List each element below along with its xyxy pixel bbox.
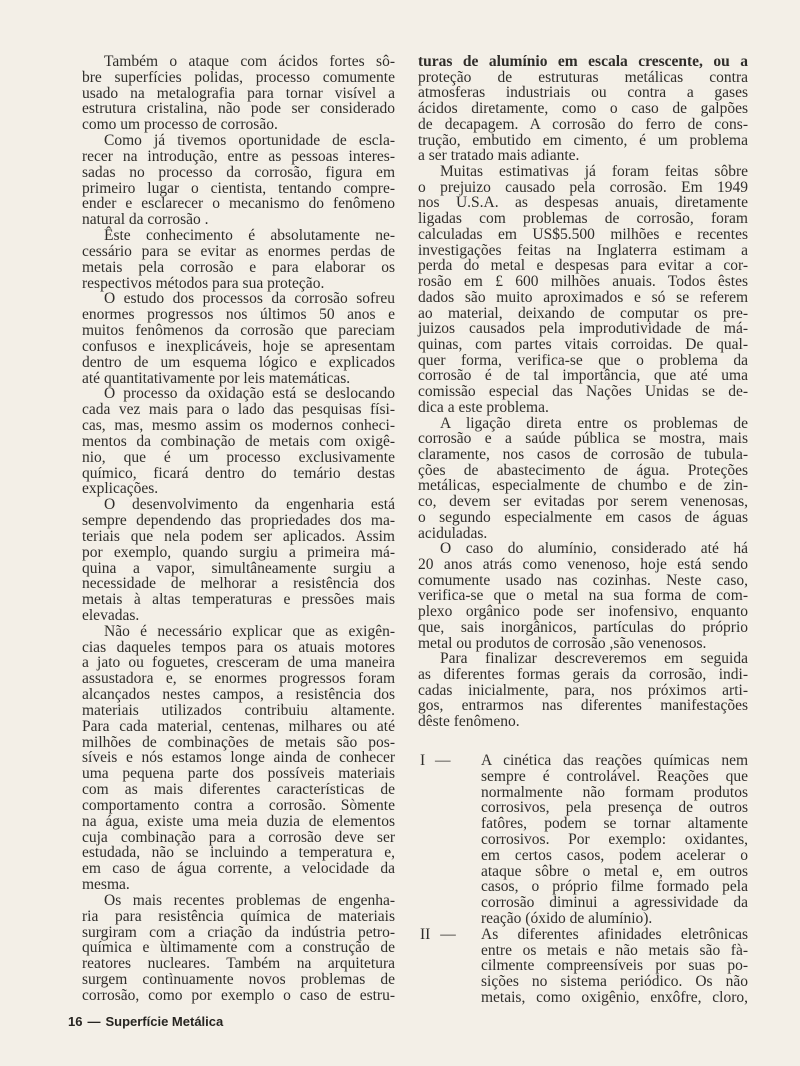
text-line: entre os metais e não metais são fà- [481, 941, 748, 959]
text-line: o segundo especialmente em casos de águas [418, 508, 748, 526]
text-line: ligadas com problemas de corrosão, foram [418, 210, 748, 228]
text-line: cada vez mais para o lado das pesquisas físi- [82, 401, 395, 419]
text-line: com as mais diferentes características de [82, 781, 395, 799]
text-line: síveis e nós estamos longe ainda de conhecer [82, 749, 395, 767]
list-item [418, 753, 748, 927]
text-line: metálicas, especialmente de chumbo e de zin- [418, 477, 748, 495]
text-line: por exemplo, quando surgiu a primeira má- [82, 543, 395, 561]
text-line: As diferentes afinidades eletrônicas [481, 925, 748, 943]
text-line: confusos e inexplicáveis, hoje se apresentam [82, 337, 395, 355]
text-line: mentos da combinação de metais com oxigê- [82, 432, 395, 450]
text-line: materiais utilizados contribuiu altamente. [82, 701, 395, 719]
text-line: metais à altas temperaturas e pressões mais [82, 591, 395, 609]
text-line: co, devem ser evitadas por serem venenosas, [418, 493, 748, 511]
list-numeral: I — [420, 752, 451, 769]
text-line: respectivos métodos para sua proteção. [82, 274, 325, 292]
text-line: 20 anos atrás como venenoso, hoje está sendo [418, 556, 748, 573]
text-line: primeiro lugar o cientista, tentando compre- [82, 179, 395, 197]
text-line: corrosivos, pela presença de outros [481, 799, 748, 817]
text-line: dica a este problema. [418, 398, 549, 416]
text-line: Os mais recentes problemas de engenha- [104, 891, 395, 909]
paragraph [82, 228, 395, 291]
text-line: Também o ataque com ácidos fortes sô- [104, 53, 395, 70]
text-line: verifica-se que o metal na sua forma de com- [418, 587, 748, 605]
text-line: nos U.S.A. as despesas anuais, diretamente [418, 194, 748, 212]
text-line: em caso de água corrente, a velocidade da [82, 860, 395, 878]
list-item-text [481, 753, 748, 927]
text-line: ria para resistência química de materiais [82, 907, 395, 925]
text-line: A cinética das reações químicas nem [481, 752, 748, 769]
text-line: teriais que nela podem ser aplicados. Assim [82, 527, 395, 545]
text-line: metais, como oxigênio, enxôfre, cloro, [481, 988, 748, 1006]
text-line: O caso do alumínio, considerado até há [440, 540, 748, 558]
text-line: quinas, com partes vitais corroidas. De qual- [418, 335, 748, 353]
text-line: mesma. [82, 876, 130, 894]
text-line: ataque sôbre o metal e, em outros [481, 862, 748, 880]
text-line: de decapagem. A corrosão do ferro de cons- [418, 115, 748, 133]
text-line: casos, o próprio filme formado pela [481, 878, 748, 896]
text-line: química e ùltimamente com a construção de [82, 939, 395, 957]
text-line: cas, mas, mesmo assim os modernos conheci- [82, 417, 395, 435]
text-line: comissão especial das Nações Unidas se de- [418, 383, 748, 401]
text-line: calculadas em US$5.500 milhões e recentes [418, 225, 748, 243]
text-line: ao material, deixando de computar os pre- [418, 304, 748, 322]
text-line: as diferentes formas gerais da corrosão, indi- [418, 666, 748, 684]
text-line: A ligação direta entre os problemas de [440, 414, 748, 432]
page-footer [68, 1014, 223, 1030]
text-line: quer forma, verifica-se que o problema da [418, 351, 748, 369]
text-line: dentro de um esquema lógico e explicados [82, 353, 395, 371]
text-line: cuja combinação para a corrosão deve ser [82, 828, 395, 846]
right-column [418, 54, 748, 730]
text-line: O estudo dos processos da corrosão sofreu [104, 290, 395, 308]
text-line: ções de abastecimento de água. Proteções [418, 461, 748, 479]
footer-separator: — [87, 1014, 101, 1029]
text-line: atmosferas industriais ou contra a gases [418, 84, 748, 102]
text-line: em certos casos, podem acelerar o [481, 846, 748, 864]
continued-paragraph [418, 54, 748, 164]
paragraph [82, 624, 395, 893]
text-line: corrosão diminui a agressividade da [481, 894, 748, 912]
text-line: muitos fenômenos da corrosão que pareciam [82, 322, 395, 340]
text-line: cias daqueles tempos para os atuais motores [82, 638, 395, 656]
text-line: elevadas. [82, 606, 140, 624]
text-line: plexo orgânico pode ser inofensivo, enquanto [418, 603, 748, 621]
text-line: metal ou produtos de corrosão ,são venenosos. [418, 634, 707, 652]
list-numeral: II — [420, 925, 456, 943]
text-line: cessário para se evitar as enormes perdas de [82, 242, 395, 260]
text-line: Êste conhecimento é absolutamente ne- [104, 227, 395, 245]
paragraph [82, 291, 395, 386]
text-line: Para cada material, centenas, milhares ou até [82, 717, 395, 735]
paragraph [82, 893, 395, 1004]
enumerated-list [418, 753, 748, 1006]
text-line: alcançados nestes campos, a resistência dos [82, 686, 395, 704]
text-line: sempre é controlável. Reações que [481, 767, 748, 785]
text-line: O processo da oxidação está se deslocando [104, 385, 395, 403]
text-line: fatôres, podem se tornar altamente [481, 815, 748, 833]
text-line: metais pela corrosão e para elaborar os [82, 258, 395, 276]
text-line: Não é necessário explicar que as exigên- [104, 622, 395, 640]
text-line: turas de alumínio em escala crescente, ou a [418, 53, 748, 70]
text-line: na água, existe uma meia duzia de elementos [82, 812, 395, 830]
text-line: surgem contìnuamente novos problemas de [82, 971, 395, 989]
text-line: milhões de combinações de metais são pos- [82, 733, 395, 751]
text-line: estrutura cristalina, não pode ser considerado [82, 100, 395, 118]
text-line: cadas inicialmente, para, nos próximos arti- [418, 681, 748, 699]
text-line: corrosão, como por exemplo o caso de estru- [82, 986, 395, 1004]
text-line: sições no sistema periódico. Os não [481, 973, 748, 991]
text-line: dados são muito aproximados e só se referem [418, 288, 748, 306]
text-line: Para finalizar descreveremos em seguida [440, 650, 748, 668]
paragraph [418, 416, 748, 542]
text-line: trução, embutido em cimento, é um problema [418, 131, 748, 149]
text-line: recer na introdução, entre as pessoas interes- [82, 147, 395, 165]
text-line: explicações. [82, 480, 159, 498]
text-line: proteção de estruturas metálicas contra [418, 68, 748, 86]
paragraph [82, 133, 395, 228]
text-line: necessidade de melhorar a resistência dos [82, 575, 395, 593]
text-line: usado na metalografia para tornar visível a [82, 84, 395, 102]
text-line: ácidos diretamente, como o caso de galpões [418, 100, 748, 118]
paragraph [82, 497, 395, 624]
text-line: quina a vapor, simultâneamente surgiu a [82, 559, 395, 577]
text-line: comportamento contra a corrosão. Sòmente [82, 796, 395, 814]
text-line: O desenvolvimento da engenharia está [104, 496, 395, 514]
text-line: corrosão é de tal importância, que até uma [418, 367, 748, 385]
text-line: rosão em £ 600 milhões anuais. Todos êstes [418, 273, 748, 291]
paragraph [418, 164, 748, 416]
list-item-text [481, 927, 748, 1006]
text-line: surgiram com a criação da indústria petro- [82, 923, 395, 941]
text-line: normalmente não formam produtos [481, 783, 748, 801]
text-line: sadas no processo da corrosão, figura em [82, 163, 395, 181]
text-line: uma pequena parte dos possíveis materiais [82, 765, 395, 783]
list-item [418, 927, 748, 1006]
page-number: 16 [68, 1014, 83, 1029]
paragraph [82, 54, 395, 133]
text-line: a jato ou foguetes, cresceram de uma maneira [82, 654, 395, 672]
text-line: perda do metal e despesas para evitar a cor- [418, 257, 748, 275]
text-line: reação (óxido de alumínio). [481, 909, 653, 927]
paragraph [418, 651, 748, 730]
text-line: bre superfícies polidas, processo comumente [82, 68, 395, 86]
text-line: Como já tivemos oportunidade de escla- [104, 132, 395, 150]
paragraph [418, 541, 748, 651]
text-line: nio, que é um processo exclusivamente [82, 448, 395, 466]
text-line: dêste fenômeno. [418, 713, 520, 731]
text-line: assustadora e, se enormes progressos foram [82, 670, 395, 688]
text-line: que, sais inorgânicos, partículas do próprio [418, 618, 748, 636]
text-line: aciduladas. [418, 524, 488, 542]
text-line: gos, entrarmos nas diferentes manifestações [418, 697, 748, 715]
text-line: sempre dependendo das propriedades dos ma- [82, 512, 395, 530]
text-line: comumente usado nas cozinhas. Neste caso, [418, 571, 748, 589]
text-line: reatores nucleares. Também na arquitetura [82, 955, 395, 973]
text-line: a ser tratado mais adiante. [418, 147, 580, 165]
text-line: o prejuizo causado pela corrosão. Em 1949 [418, 178, 748, 196]
text-line: investigações feitas na Inglaterra estimam a [418, 241, 748, 259]
text-line: corrosão e a saúde pública se mostra, mais [418, 430, 748, 448]
text-line: estudada, não se incluindo a temperatura e, [82, 844, 395, 862]
text-line: ender e esclarecer o mecanismo do fenômeno [82, 195, 395, 213]
text-line: juizos causados pela improdutividade de má- [418, 320, 748, 338]
text-line: corrosivos. Por exemplo: oxidantes, [481, 830, 748, 848]
publication-title: Superfície Metálica [105, 1014, 224, 1029]
text-line: Muitas estimativas já foram feitas sôbre [440, 163, 748, 181]
text-line: como um processo de corrosão. [82, 116, 278, 134]
text-line: natural da corrosão . [82, 211, 209, 229]
text-line: até quantitativamente por leis matemáticas. [82, 369, 351, 387]
left-column [82, 54, 395, 1004]
text-line: cilmente compreensíveis por suas po- [481, 957, 748, 975]
text-line: químico, ficará dentro do temário destas [82, 464, 395, 482]
text-line: enormes progressos nos últimos 50 anos e [82, 306, 395, 324]
paragraph [82, 386, 395, 497]
text-line: claramente, nos casos de corrosão de tubula- [418, 445, 748, 463]
